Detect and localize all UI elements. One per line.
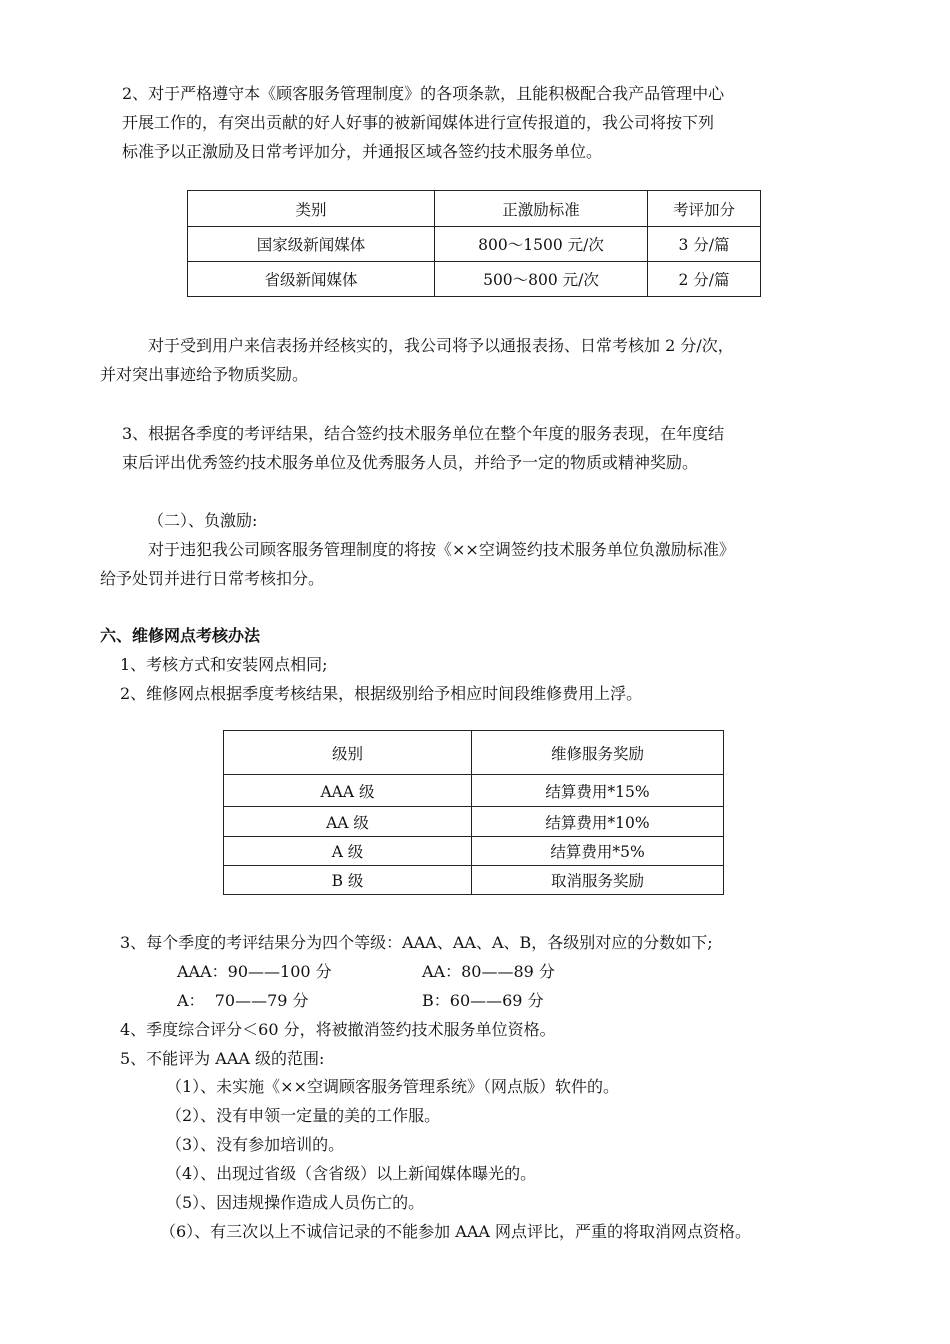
table-cell: 省级新闻媒体 [188,262,435,297]
table-cell: 2 分/篇 [648,262,761,297]
table-row [224,866,724,895]
table-row [224,837,724,866]
table-cell: A 级 [224,837,472,866]
table-cell: 国家级新闻媒体 [188,227,435,262]
table-cell: AA 级 [224,807,472,837]
grade-range: AAA：90——100 分 [177,962,332,981]
paragraph-line: 对于违犯我公司顾客服务管理制度的将按《××空调签约技术服务单位负激励标准》 [148,540,735,559]
table-cell: 800～1500 元/次 [435,227,648,262]
exclusion-item: （4）、出现过省级（含省级）以上新闻媒体曝光的。 [166,1164,537,1183]
paragraph-line: 标准予以正激励及日常考评加分，并通报区域各签约技术服务单位。 [122,142,603,161]
exclusion-item: （1）、未实施《××空调顾客服务管理系统》（网点版）软件的。 [166,1077,619,1096]
exclusion-item: （3）、没有参加培训的。 [166,1135,345,1154]
table-cell: AAA 级 [224,775,472,807]
list-item: 5、不能评为 AAA 级的范围: [120,1049,325,1068]
paragraph-line: 给予处罚并进行日常考核扣分。 [100,569,325,588]
list-item: 1、考核方式和安装网点相同; [120,655,328,674]
exclusion-item: （2）、没有申领一定量的美的工作服。 [166,1106,441,1125]
table-cell: 3 分/篇 [648,227,761,262]
subsection-heading: （二）、负激励: [148,511,258,530]
table-header: 维修服务奖励 [472,731,724,775]
positive-incentive-table [187,190,761,297]
repair-reward-table [223,730,724,895]
table-cell: 结算费用*10% [472,807,724,837]
table-header: 类别 [188,191,435,227]
grade-range: AA：80——89 分 [422,962,555,981]
table-header: 正激励标准 [435,191,648,227]
list-item: 4、季度综合评分＜60 分，将被撤消签约技术服务单位资格。 [120,1020,556,1039]
table-cell: 结算费用*15% [472,775,724,807]
paragraph-line: 对于受到用户来信表扬并经核实的，我公司将予以通报表扬、日常考核加 2 分/次， [148,336,734,355]
list-item: 2、维修网点根据季度考核结果，根据级别给予相应时间段维修费用上浮。 [120,684,643,703]
paragraph-line: 并对突出事迹给予物质奖励。 [100,365,309,384]
table-cell: B 级 [224,866,472,895]
table-cell: 结算费用*5% [472,837,724,866]
table-header: 级别 [224,731,472,775]
paragraph-line: 2、对于严格遵守本《顾客服务管理制度》的各项条款，且能积极配合我产品管理中心 [122,84,725,103]
table-header: 考评加分 [648,191,761,227]
paragraph-line: 束后评出优秀签约技术服务单位及优秀服务人员，并给予一定的物质或精神奖励。 [122,453,699,472]
grade-range: B：60——69 分 [422,991,544,1010]
table-row [188,227,761,262]
exclusion-item: （5）、因违规操作造成人员伤亡的。 [166,1193,425,1212]
section-heading: 六、维修网点考核办法 [100,626,261,645]
table-cell: 500～800 元/次 [435,262,648,297]
table-row [224,775,724,807]
paragraph-line: 开展工作的，有突出贡献的好人好事的被新闻媒体进行宣传报道的，我公司将按下列 [122,113,715,132]
table-row [188,262,761,297]
grade-range: A： 70——79 分 [177,991,309,1010]
exclusion-item: （6）、有三次以上不诚信记录的不能参加 AAA 网点评比，严重的将取消网点资格。 [160,1222,752,1241]
table-row [224,807,724,837]
list-item: 3、每个季度的考评结果分为四个等级：AAA、AA、A、B，各级别对应的分数如下; [120,933,713,952]
table-cell: 取消服务奖励 [472,866,724,895]
paragraph-line: 3、根据各季度的考评结果，结合签约技术服务单位在整个年度的服务表现，在年度结 [122,424,725,443]
